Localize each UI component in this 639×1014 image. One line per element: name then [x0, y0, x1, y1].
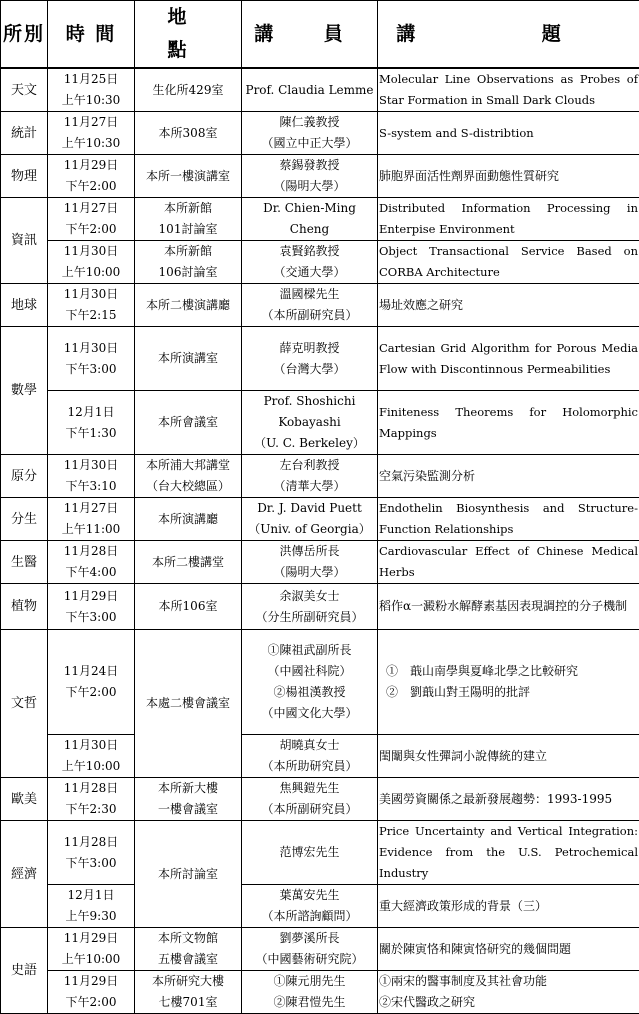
speaker-line: 焦興鎧先生	[243, 778, 376, 799]
speaker-line: ②楊祖漢教授	[243, 682, 376, 703]
time-line: 下午2:00	[49, 176, 133, 197]
time-line: 上午10:00	[49, 756, 133, 777]
topic-cell	[378, 241, 639, 284]
place-line: 本所浦大邦講堂	[136, 455, 240, 476]
place-cell	[135, 198, 242, 241]
place-line: （台大校總區）	[136, 476, 240, 497]
speaker-cell	[242, 735, 378, 778]
place-cell	[135, 971, 242, 1014]
place-cell	[135, 112, 242, 155]
place-cell	[135, 778, 242, 821]
speaker-line: （本所助研究員）	[243, 756, 376, 777]
time-line: 下午3:00	[49, 359, 133, 380]
time-line: 11月30日	[49, 241, 133, 262]
speaker-line: 范博宏先生	[243, 842, 376, 863]
time-line: 11月24日	[49, 661, 133, 682]
speaker-line: 蔡錫發教授	[243, 155, 376, 176]
place-line: 本所二樓演講廳	[136, 295, 240, 316]
time-cell	[48, 821, 135, 885]
place-cell	[135, 498, 242, 541]
topic-cell	[378, 584, 639, 630]
speaker-line: 陳仁義教授	[243, 112, 376, 133]
speaker-line: 胡曉真女士	[243, 735, 376, 756]
topic-cell	[378, 498, 639, 541]
time-line: 12月1日	[49, 885, 133, 906]
topic-text: Finiteness Theorems for Holomorphic Mappings	[379, 402, 638, 444]
schedule-row	[1, 112, 639, 155]
place-cell	[135, 241, 242, 284]
place-line: 五樓會議室	[136, 949, 240, 970]
time-line: 下午4:00	[49, 562, 133, 583]
place-cell	[135, 541, 242, 584]
schedule-row	[1, 284, 639, 327]
speaker-cell	[242, 928, 378, 971]
topic-text: Distributed Information Processing in Enterpise Environment	[379, 198, 638, 240]
place-cell	[135, 928, 242, 971]
schedule-row	[1, 455, 639, 498]
place-line: 101討論室	[136, 219, 240, 240]
place-line: 106討論室	[136, 262, 240, 283]
speaker-cell	[242, 885, 378, 928]
place-cell	[135, 821, 242, 928]
place-line: 本處二樓會議室	[136, 693, 240, 714]
schedule-row	[1, 391, 639, 455]
topic-text: Object Transactional Service Based on CORBA Architecture	[379, 241, 638, 283]
topic-cell	[378, 971, 639, 1014]
time-line: 11月28日	[49, 541, 133, 562]
place-cell	[135, 584, 242, 630]
place-line: 本所308室	[136, 123, 240, 144]
time-cell	[48, 241, 135, 284]
schedule-row	[1, 327, 639, 391]
place-line: 本所討論室	[136, 864, 240, 885]
topic-text: Cartesian Grid Algorithm for Porous Media Flow with Discontinnous Permeabilities	[379, 338, 638, 380]
time-line: 11月30日	[49, 338, 133, 359]
place-line: 本所研究大樓	[136, 971, 240, 992]
speaker-cell	[242, 971, 378, 1014]
speaker-line: （中國文化大學）	[243, 703, 376, 724]
time-line: 11月30日	[49, 735, 133, 756]
time-line: 下午3:00	[49, 607, 133, 628]
speaker-line: （分生所副研究員）	[243, 607, 376, 628]
speaker-cell	[242, 778, 378, 821]
time-cell	[48, 391, 135, 455]
institute-cell: 文哲	[1, 630, 48, 778]
time-line: 上午10:00	[49, 949, 133, 970]
speaker-cell	[242, 391, 378, 455]
time-line: 下午2:00	[49, 682, 133, 703]
speaker-line: 薛克明教授	[243, 338, 376, 359]
institute-cell: 史語	[1, 928, 48, 1014]
topic-cell	[378, 284, 639, 327]
time-cell	[48, 112, 135, 155]
schedule-row	[1, 541, 639, 584]
time-line: 上午9:30	[49, 906, 133, 927]
topic-text: 肺胞界面活性劑界面動態性質研究	[379, 166, 638, 187]
topic-text: S-system and S-distribtion	[379, 123, 638, 144]
topic-text: Price Uncertainty and Vertical Integration: Evidence from the U.S. Petrochemical Industry	[379, 821, 638, 884]
time-cell	[48, 68, 135, 112]
schedule-row	[1, 928, 639, 971]
time-line: 下午2:30	[49, 799, 133, 820]
speaker-line: 余淑美女士	[243, 586, 376, 607]
topic-text: Endothelin Biosynthesis and Structure-Function Relationships	[379, 498, 638, 540]
topic-text: 美國勞資關係之最新發展趨勢：1993-1995	[379, 789, 638, 810]
time-line: 下午3:00	[49, 853, 133, 874]
schedule-row	[1, 821, 639, 885]
speaker-line: （國立中正大學）	[243, 133, 376, 154]
speaker-line: ②陳君愷先生	[243, 992, 376, 1013]
time-line: 上午10:30	[49, 133, 133, 154]
schedule-row	[1, 155, 639, 198]
institute-cell: 歐美	[1, 778, 48, 821]
topic-text: 關於陳寅恪和陳寅恪研究的幾個問題	[379, 939, 638, 960]
place-line: 本所文物館	[136, 928, 240, 949]
speaker-cell	[242, 498, 378, 541]
speaker-line: （本所諮詢顧問）	[243, 906, 376, 927]
speaker-line: Prof. Shoshichi	[243, 391, 376, 412]
header-institute: 所別	[1, 1, 48, 69]
speaker-line: 劉夢溪所長	[243, 928, 376, 949]
time-line: 11月27日	[49, 112, 133, 133]
topic-cell	[378, 735, 639, 778]
place-line: 一樓會議室	[136, 799, 240, 820]
speaker-line: （清華大學）	[243, 476, 376, 497]
schedule-row	[1, 971, 639, 1014]
speaker-cell	[242, 155, 378, 198]
time-line: 11月30日	[49, 284, 133, 305]
place-line: 本所新館	[136, 198, 240, 219]
speaker-line: 葉萬安先生	[243, 885, 376, 906]
time-line: 12月1日	[49, 402, 133, 423]
speaker-line: 袁賢銘教授	[243, 241, 376, 262]
topic-cell	[378, 327, 639, 391]
institute-cell: 經濟	[1, 821, 48, 928]
schedule-row	[1, 584, 639, 630]
institute-cell: 物理	[1, 155, 48, 198]
time-cell	[48, 735, 135, 778]
place-line: 本所會議室	[136, 412, 240, 433]
topic-line: ②宋代醫政之研究	[379, 992, 638, 1013]
schedule-row	[1, 778, 639, 821]
time-line: 上午11:00	[49, 519, 133, 540]
speaker-cell	[242, 198, 378, 241]
speaker-line: （中國社科院）	[243, 661, 376, 682]
time-cell	[48, 971, 135, 1014]
place-line: 七樓701室	[136, 992, 240, 1013]
speaker-cell	[242, 68, 378, 112]
time-line: 下午1:30	[49, 423, 133, 444]
place-line: 本所一樓演講室	[136, 166, 240, 187]
institute-cell: 生醫	[1, 541, 48, 584]
time-cell	[48, 198, 135, 241]
institute-cell: 地球	[1, 284, 48, 327]
place-cell	[135, 68, 242, 112]
institute-cell: 數學	[1, 327, 48, 455]
time-line: 下午3:10	[49, 476, 133, 497]
schedule-row	[1, 68, 639, 112]
time-cell	[48, 155, 135, 198]
institute-cell: 統計	[1, 112, 48, 155]
topic-cell	[378, 391, 639, 455]
time-line: 下午2:15	[49, 305, 133, 326]
time-line: 11月25日	[49, 69, 133, 90]
speaker-cell	[242, 630, 378, 735]
schedule-row	[1, 498, 639, 541]
speaker-line: （中國藝術研究院）	[243, 949, 376, 970]
header-speaker: 講 員	[242, 1, 378, 69]
time-cell	[48, 455, 135, 498]
time-line: 11月27日	[49, 198, 133, 219]
time-cell	[48, 885, 135, 928]
time-line: 11月29日	[49, 586, 133, 607]
topic-cell	[378, 928, 639, 971]
time-line: 11月27日	[49, 498, 133, 519]
time-cell	[48, 541, 135, 584]
topic-text: 空氣污染監測分析	[379, 466, 638, 487]
speaker-line: （交通大學）	[243, 262, 376, 283]
time-cell	[48, 498, 135, 541]
speaker-line: Cheng	[243, 219, 376, 240]
place-line: 生化所429室	[136, 80, 240, 101]
topic-line: ①兩宋的醫事制度及其社會功能	[379, 971, 638, 992]
time-line: 11月28日	[49, 832, 133, 853]
topic-cell	[378, 778, 639, 821]
time-line: 11月29日	[49, 155, 133, 176]
time-line: 上午10:30	[49, 90, 133, 111]
speaker-line: （本所副研究員）	[243, 799, 376, 820]
topic-cell	[378, 885, 639, 928]
header-row	[1, 1, 639, 69]
place-cell	[135, 155, 242, 198]
speaker-line: ①陳元朋先生	[243, 971, 376, 992]
speaker-cell	[242, 284, 378, 327]
speaker-line: Dr. Chien-Ming	[243, 198, 376, 219]
schedule-row	[1, 241, 639, 284]
topic-text: 稻作α一澱粉水解酵素基因表現調控的分子機制	[379, 596, 638, 617]
topic-line: ② 劉蕺山對王陽明的批評	[386, 682, 638, 703]
speaker-cell	[242, 327, 378, 391]
speaker-line: （陽明大學）	[243, 176, 376, 197]
place-line: 本所106室	[136, 596, 240, 617]
speaker-line: （本所副研究員）	[243, 305, 376, 326]
place-line: 本所新大樓	[136, 778, 240, 799]
speaker-line: （Univ. of Georgia）	[243, 519, 376, 540]
institute-cell: 資訊	[1, 198, 48, 284]
time-cell	[48, 284, 135, 327]
topic-cell	[378, 68, 639, 112]
speaker-cell	[242, 821, 378, 885]
time-cell	[48, 584, 135, 630]
time-line: 11月30日	[49, 455, 133, 476]
speaker-line: （台灣大學）	[243, 359, 376, 380]
speaker-line: Prof. Claudia Lemme	[243, 80, 376, 101]
institute-cell: 天文	[1, 68, 48, 112]
topic-cell	[378, 541, 639, 584]
schedule-row	[1, 885, 639, 928]
place-cell	[135, 284, 242, 327]
time-cell	[48, 327, 135, 391]
time-line: 上午10:00	[49, 262, 133, 283]
place-cell	[135, 455, 242, 498]
topic-text: 閨闈與女性彈詞小說傳統的建立	[379, 746, 638, 767]
speaker-line: 溫國樑先生	[243, 284, 376, 305]
speaker-cell	[242, 584, 378, 630]
institute-cell: 原分	[1, 455, 48, 498]
topic-text: 場址效應之研究	[379, 295, 638, 316]
schedule-row	[1, 198, 639, 241]
topic-line: ① 蕺山南學與夏峰北學之比較研究	[386, 661, 638, 682]
header-topic: 講 題	[378, 1, 639, 69]
topic-cell	[378, 821, 639, 885]
time-cell	[48, 778, 135, 821]
place-cell	[135, 391, 242, 455]
place-line: 本所新館	[136, 241, 240, 262]
topic-text: 重大經濟政策形成的背景（三）	[379, 896, 638, 917]
speaker-cell	[242, 112, 378, 155]
place-cell	[135, 630, 242, 778]
place-line: 本所演講室	[136, 348, 240, 369]
place-line: 本所演講廳	[136, 509, 240, 530]
topic-text: Cardiovascular Effect of Chinese Medical Herbs	[379, 541, 638, 583]
time-cell	[48, 928, 135, 971]
time-cell	[48, 630, 135, 735]
speaker-line: （U. C. Berkeley）	[243, 433, 376, 454]
time-line: 11月29日	[49, 928, 133, 949]
speaker-line: （陽明大學）	[243, 562, 376, 583]
time-line: 下午2:00	[49, 219, 133, 240]
schedule-body	[1, 68, 639, 1014]
speaker-line: Dr. J. David Puett	[243, 498, 376, 519]
topic-text: Molecular Line Observations as Probes of Star Formation in Small Dark Clouds	[379, 69, 638, 111]
institute-cell: 分生	[1, 498, 48, 541]
speaker-line: 左台利教授	[243, 455, 376, 476]
institute-cell: 植物	[1, 584, 48, 630]
place-cell	[135, 327, 242, 391]
place-line: 本所二樓講堂	[136, 552, 240, 573]
speaker-line: ①陳祖武副所長	[243, 640, 376, 661]
speaker-cell	[242, 241, 378, 284]
speaker-line: Kobayashi	[243, 412, 376, 433]
topic-cell	[378, 155, 639, 198]
speaker-line: 洪傳岳所長	[243, 541, 376, 562]
speaker-cell	[242, 541, 378, 584]
topic-cell	[378, 198, 639, 241]
time-line: 下午2:00	[49, 992, 133, 1013]
header-place: 地 點	[135, 1, 242, 69]
time-line: 11月28日	[49, 778, 133, 799]
header-time: 時 間	[48, 1, 135, 69]
schedule-row	[1, 630, 639, 735]
schedule-row	[1, 735, 639, 778]
topic-cell	[378, 455, 639, 498]
topic-cell	[378, 630, 639, 735]
topic-cell	[378, 112, 639, 155]
time-line: 11月29日	[49, 971, 133, 992]
speaker-cell	[242, 455, 378, 498]
